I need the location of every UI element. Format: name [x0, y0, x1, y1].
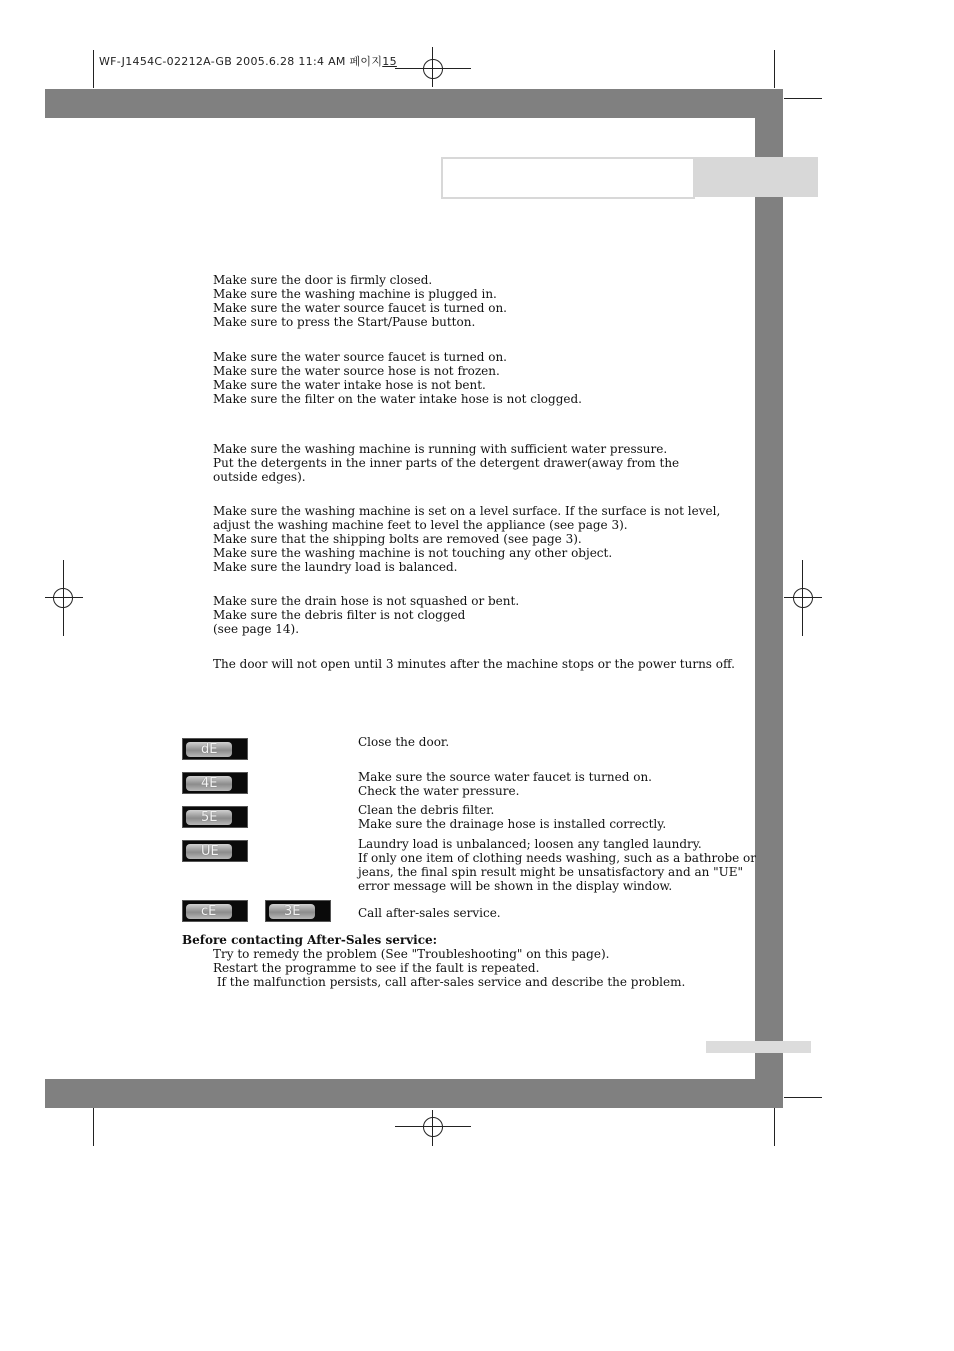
error-code: UE	[186, 844, 232, 859]
crop-mark	[93, 50, 94, 88]
remedy-line: Make sure the drainage hose is installed correctly.	[358, 817, 667, 831]
check-line: The door will not open until 3 minutes after the machine stops or the power turns off.	[213, 657, 735, 671]
crop-mark	[784, 98, 822, 99]
error-code: cE	[186, 904, 232, 919]
error-code-display	[182, 806, 248, 828]
registration-mark-icon	[423, 59, 443, 79]
error-code: 5E	[186, 810, 232, 825]
registration-line	[432, 47, 433, 87]
remedy-line: jeans, the final spin result might be unsatisfactory and an "UE"	[358, 865, 744, 879]
error-remedy	[358, 803, 666, 831]
check-line: Make sure the door is firmly closed.	[213, 273, 433, 287]
remedy-line: Check the water pressure.	[358, 784, 520, 798]
bottom-frame-bar	[45, 1079, 783, 1108]
registration-line	[63, 560, 64, 636]
check-line: Make sure the filter on the water intake hose is not clogged.	[213, 392, 582, 406]
slug-page-number: 15	[382, 55, 397, 68]
registration-line	[395, 1126, 471, 1127]
remedy-line: error message will be shown in the display window.	[358, 879, 673, 893]
check-line: Make sure the laundry load is balanced.	[213, 560, 458, 574]
error-code-display	[182, 840, 248, 862]
check-line: Make sure the water intake hose is not bent.	[213, 378, 486, 392]
check-line: Make sure the debris filter is not clogged	[213, 608, 466, 622]
check-block	[213, 442, 679, 484]
before-service-step: Restart the programme to see if the fault is repeated.	[213, 961, 540, 975]
registration-mark-icon	[423, 1117, 443, 1137]
slug-text: WF-J1454C-02212A-GB 2005.6.28 11:4 AM 페이지	[99, 55, 383, 68]
check-block	[213, 594, 519, 636]
remedy-line: Close the door.	[358, 735, 450, 749]
error-remedy	[358, 837, 756, 893]
error-code: 3E	[269, 904, 315, 919]
right-frame-bar	[755, 118, 783, 1108]
check-line: Make sure to press the Start/Pause button.	[213, 315, 476, 329]
section-header-box	[441, 157, 695, 199]
remedy-line: If only one item of clothing needs washing, such as a bathrobe or	[358, 851, 757, 865]
check-line: Make sure the water source hose is not frozen.	[213, 364, 500, 378]
error-remedy	[358, 906, 501, 920]
registration-line	[395, 68, 471, 69]
check-line: Make sure the washing machine is running with sufficient water pressure.	[213, 442, 668, 456]
before-service-section	[182, 933, 685, 989]
check-line: Make sure the water source faucet is turned on.	[213, 301, 507, 315]
print-slug	[99, 53, 397, 69]
error-remedy	[358, 735, 449, 749]
registration-line	[784, 597, 822, 598]
check-line: Put the detergents in the inner parts of the detergent drawer(away from the	[213, 456, 680, 470]
check-block	[213, 350, 582, 406]
error-remedy	[358, 770, 652, 798]
registration-line	[432, 1110, 433, 1146]
check-line: outside edges).	[213, 470, 306, 484]
crop-mark	[93, 1108, 94, 1146]
remedy-line: Clean the debris filter.	[358, 803, 495, 817]
crop-mark	[774, 1108, 775, 1146]
error-code: dE	[186, 742, 232, 757]
check-line: Make sure the washing machine is not touching any other object.	[213, 546, 613, 560]
remedy-line: Call after-sales service.	[358, 906, 501, 920]
error-code: 4E	[186, 776, 232, 791]
error-code-display	[182, 900, 248, 922]
before-service-step: If the malfunction persists, call after-sales service and describe the problem.	[213, 975, 686, 989]
top-frame-bar	[45, 89, 783, 118]
crop-mark	[774, 50, 775, 88]
error-code-display	[182, 772, 248, 794]
page-number-tab	[706, 1041, 811, 1053]
section-header-tab	[693, 157, 818, 197]
check-line: Make sure the washing machine is set on a level surface. If the surface is not level,	[213, 504, 721, 518]
check-block	[213, 657, 735, 671]
remedy-line: Make sure the source water faucet is turned on.	[358, 770, 652, 784]
error-code-display	[265, 900, 331, 922]
check-line: Make sure the washing machine is plugged in.	[213, 287, 497, 301]
remedy-line: Laundry load is unbalanced; loosen any tangled laundry.	[358, 837, 702, 851]
check-line: adjust the washing machine feet to level the appliance (see page 3).	[213, 518, 628, 532]
check-line: Make sure the water source faucet is turned on.	[213, 350, 507, 364]
check-block	[213, 273, 507, 329]
registration-mark-icon	[793, 588, 813, 608]
check-line: Make sure that the shipping bolts are removed (see page 3).	[213, 532, 582, 546]
error-code-display	[182, 738, 248, 760]
registration-line	[45, 597, 83, 598]
check-block	[213, 504, 720, 574]
check-line: Make sure the drain hose is not squashed or bent.	[213, 594, 520, 608]
crop-mark	[784, 1097, 822, 1098]
before-service-step: Try to remedy the problem (See "Troubleshooting" on this page).	[213, 947, 610, 961]
registration-line	[802, 560, 803, 636]
before-service-heading: Before contacting After-Sales service:	[182, 933, 438, 947]
check-line: (see page 14).	[213, 622, 300, 636]
